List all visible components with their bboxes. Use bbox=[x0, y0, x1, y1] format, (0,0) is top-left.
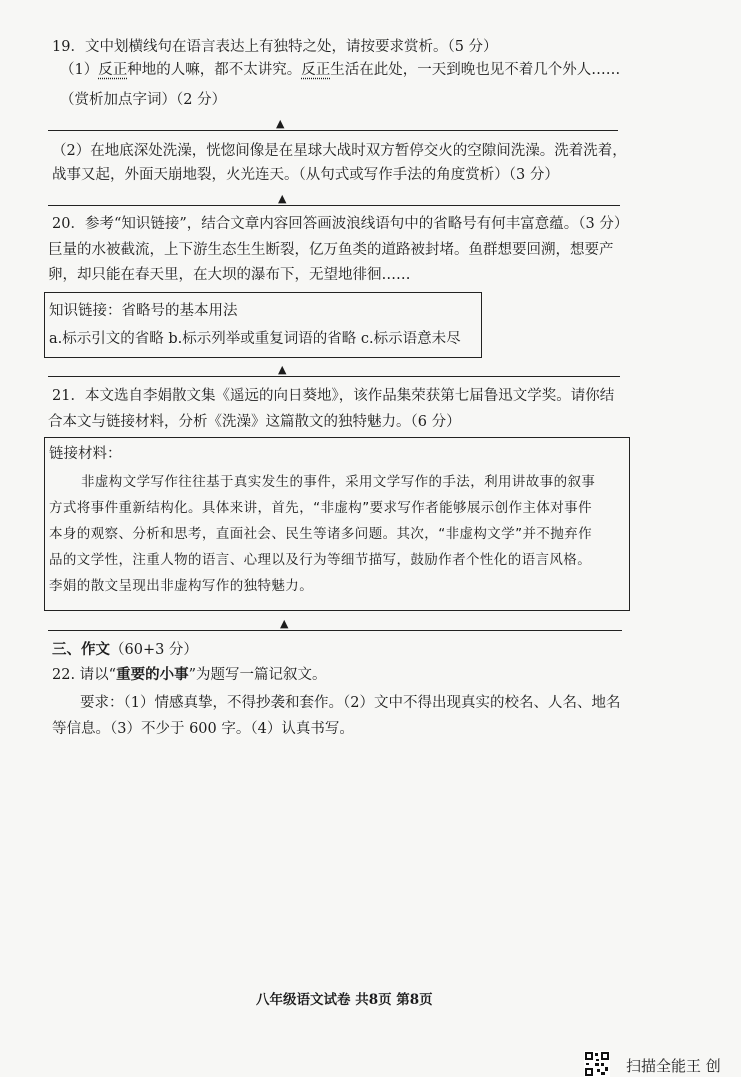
section3-heading bbox=[52, 640, 198, 660]
triangle-marker: ▲ bbox=[276, 117, 285, 130]
link-material-line: 李娟的散文呈现出非虚构写作的独特魅力。 bbox=[49, 578, 314, 594]
link-material-line: 非虚构文学写作往往基于真实发生的事件，采用文学写作的手法，利用讲故事的叙事 bbox=[81, 474, 596, 490]
knowledge-link-title: 知识链接：省略号的基本用法 bbox=[49, 303, 238, 319]
q19-part1-num: （1） bbox=[60, 62, 99, 78]
q22-requirements-line1: 要求：（1）情感真挚，不得抄袭和套作。（2）文中不得出现真实的校名、人名、地名 bbox=[80, 695, 621, 711]
knowledge-link-box bbox=[44, 292, 482, 358]
q19-part1-dotted-word-2: 反正 bbox=[301, 62, 331, 78]
q22-requirements-line2: 等信息。（3）不少于 600 字。（4）认真书写。 bbox=[52, 721, 354, 737]
divider-rule bbox=[48, 376, 620, 377]
divider-rule bbox=[48, 130, 618, 131]
link-material-line: 方式将事件重新结构化。具体来讲，首先，“非虚构”要求写作者能够展示创作主体对事件 bbox=[49, 500, 592, 516]
q22-stem bbox=[52, 665, 327, 685]
q19-part1-text-a: 种地的人嘛，都不太讲究。 bbox=[127, 62, 302, 78]
triangle-marker: ▲ bbox=[278, 363, 287, 376]
link-material-line: 本身的观察、分析和思考，直面社会、民生等诸多问题。其次，“非虚构文学”并不抛弃作 bbox=[49, 526, 592, 542]
link-material-line: 品的文学性，注重人物的语言、心理以及行为等细节描写，鼓励作者个性化的语言风格。 bbox=[49, 552, 592, 568]
q20-stem: 20．参考“知识链接”，结合文章内容回答画波浪线语句中的省略号有何丰富意蕴。（3 分） bbox=[52, 216, 629, 232]
q22-topic: 重要的小事 bbox=[116, 666, 189, 683]
page-footer: 八年级语文试卷 共8页 第8页 bbox=[256, 992, 433, 1008]
q19-part1-text-b: 生活在此处，一天到晚也见不着几个外人…… bbox=[330, 62, 621, 78]
q21-stem-line2: 合本文与链接材料，分析《洗澡》这篇散文的独特魅力。（6 分） bbox=[48, 414, 461, 430]
q22-stem-b: ”为题写一篇记叙文。 bbox=[188, 667, 327, 683]
q22-stem-a: 22. 请以“ bbox=[52, 667, 117, 683]
scanner-watermark-label: 扫描全能王 创 bbox=[626, 1057, 721, 1075]
link-material-title: 链接材料： bbox=[49, 446, 122, 462]
triangle-marker: ▲ bbox=[280, 617, 289, 630]
divider-rule bbox=[48, 630, 622, 631]
q19-part1-dotted-word: 反正 bbox=[98, 62, 128, 78]
q20-quote-line2: 卵，却只能在春天里，在大坝的瀑布下，无望地徘徊…… bbox=[48, 267, 411, 283]
qr-code-icon bbox=[584, 1051, 610, 1077]
knowledge-link-items: a.标示引文的省略 b.标示列举或重复词语的省略 c.标示语意未尽 bbox=[49, 331, 461, 347]
section3-score: （60+3 分） bbox=[110, 642, 198, 658]
q21-stem-line1: 21．本文选自李娟散文集《遥远的向日葵地》，该作品集荣获第七届鲁迅文学奖。请你结 bbox=[52, 388, 615, 404]
divider-rule bbox=[48, 205, 620, 206]
q19-stem: 19．文中划横线句在语言表达上有独特之处，请按要求赏析。（5 分） bbox=[52, 39, 498, 55]
q20-quote-line1: 巨量的水被截流，上下游生态生生断裂，亿万鱼类的道路被封堵。鱼群想要回溯，想要产 bbox=[48, 242, 614, 258]
q19-part2-line1: （2）在地底深处洗澡，恍惚间像是在星球大战时双方暂停交火的空隙间洗澡。洗着洗着， bbox=[52, 143, 627, 159]
link-material-box bbox=[44, 437, 630, 611]
triangle-marker: ▲ bbox=[278, 192, 287, 205]
section3-title: 三、作文 bbox=[52, 641, 110, 658]
q19-part1-requirement: （赏析加点字词）（2 分） bbox=[60, 92, 227, 108]
q19-part1 bbox=[60, 60, 620, 80]
q19-part2-line2: 战事又起，外面天崩地裂，火光连天。（从句式或写作手法的角度赏析）（3 分） bbox=[52, 167, 559, 183]
